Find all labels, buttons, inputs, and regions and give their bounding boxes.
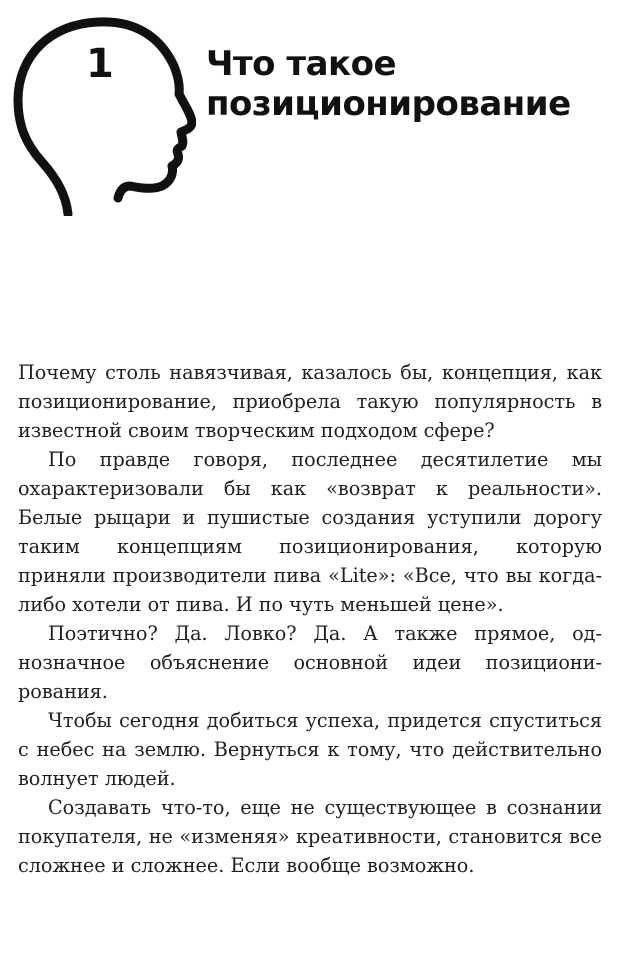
chapter-title (206, 44, 626, 124)
paragraph-5: Создавать что-то, еще не существующее в сознании покупателя, не «изменяя» креативности, становится все сложнее и сложнее. Если вообще возможно. (18, 796, 602, 877)
paragraph-4: Чтобы сегодня добиться успеха, придется спуститься с небес на землю. Вернуться к тому, что действительно волнует людей. (18, 709, 602, 790)
paragraph-2: По правде говоря, последнее десятилетие мы охарактеризовали бы как «возврат к реальности». Белые рыцари и пушистые создания уступили дорогу таким концепциям позиционирования, которую приняли производители пива «Lite»: «Все, что вы когда-либо хотели от пива. И по чуть меньшей цене». (18, 448, 602, 616)
body-text (18, 358, 602, 880)
chapter-title-line-2: позиционирование (206, 84, 571, 124)
chapter-number: 1 (86, 41, 114, 87)
chapter-title-line-1: Что такое (206, 44, 397, 84)
paragraph-3: Поэтично? Да. Ловко? Да. А также прямое, однозначное объяснение основной идеи позиционирования. (18, 622, 602, 703)
paragraph-1: Почему столь навязчивая, казалось бы, концепция, как позиционирование, приобрела такую популярность в известной своим творческим подходом сфере? (18, 361, 602, 442)
